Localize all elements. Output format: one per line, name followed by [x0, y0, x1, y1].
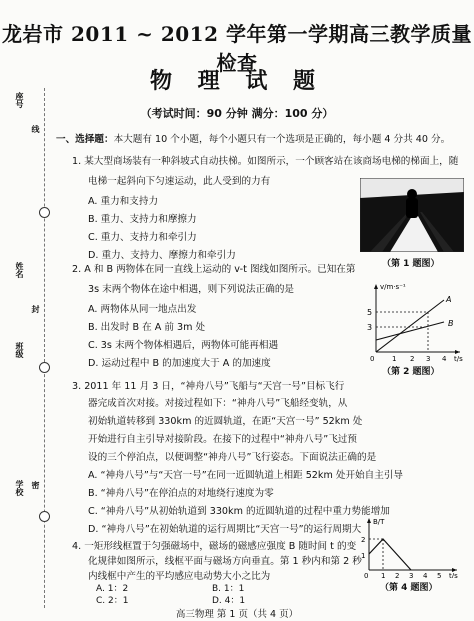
exam-title: 龙岩市 2011 ~ 2012 学年第一学期高三教学质量检查	[2, 22, 472, 75]
margin-feng: 封	[31, 305, 40, 313]
q3-stem-line: 设的三个停泊点，以便调整“神舟八号”飞行姿态。下面说法正确的是	[88, 452, 377, 463]
q2-y-label: v/m·s⁻¹	[380, 283, 406, 291]
q4-caption: （第 4 题图）	[380, 583, 438, 593]
q2-x-tick: 1	[392, 355, 397, 362]
section-heading-line	[56, 134, 450, 146]
q3-option-a: A. “神舟八号”与“天宫一号”在同一近圆轨道上相距 52km 处开始自主引导	[88, 470, 404, 481]
q3-stem-line: 初始轨道转移到 330km 的近圆轨道，在距“天宫一号” 52km 处	[88, 416, 363, 427]
q4-option-c: C. 2：1	[96, 596, 129, 606]
q2-stem-line1: 2. A 和 B 两物体在同一直线上运动的 v-t 图线如图所示。已知在第	[72, 264, 356, 275]
q2-label-b: B	[448, 319, 454, 328]
q4-option-b: B. 1：1	[212, 584, 245, 594]
q4-option-d: D. 4：1	[212, 596, 246, 606]
q2-option-c: C. 3s 末两个物体相遇后，两物体可能再相遇	[88, 340, 279, 351]
q1-option-c: C. 重力、支持力和牵引力	[88, 232, 197, 243]
q2-stem-line2: 3s 末两个物体在途中相遇，则下列说法正确的是	[88, 284, 295, 295]
margin-xian: 线	[31, 125, 40, 133]
q1-stem-line1: 1. 某大型商场装有一种斜坡式自动扶梯。如图所示，一个顾客站在该商场电梯的梯面上，随	[72, 156, 459, 167]
seat-no-label: 座号	[15, 92, 24, 108]
q1-option-b: B. 重力、支持力和摩擦力	[88, 214, 197, 225]
q2-option-d: D. 运动过程中 B 的加速度大于 A 的加速度	[88, 358, 271, 369]
school-label: 学校	[15, 480, 24, 496]
q4-stem-line1: 4. 一矩形线框置于匀强磁场中，磁场的磁感应强度 B 随时间 t 的变	[72, 541, 357, 552]
q2-option-a: A. 两物体从同一地点出发	[88, 304, 197, 315]
q4-x-tick: 3	[409, 572, 414, 578]
q3-stem-line: 3. 2011 年 11 月 3 日，“神舟八号”飞船与“天宫一号”目标飞行	[72, 381, 345, 392]
q1-stem-line2: 电梯一起斜向下匀速运动，此人受到的力有	[88, 176, 271, 187]
q2-line-b	[376, 322, 444, 340]
q2-x-tick: 0	[370, 355, 375, 362]
name-label: 姓名	[15, 262, 24, 278]
q4-y-tick: 1	[361, 552, 366, 560]
q4-stem-line3: 内线框中产生的平均感应电动势大小之比为	[88, 571, 271, 582]
q3-stem-line: 器完成首次对接。对接过程如下：“神舟八号”飞船经变轨，从	[88, 398, 348, 409]
q2-option-b: B. 出发时 B 在 A 前 3m 处	[88, 322, 206, 333]
q2-x-label: t/s	[454, 355, 463, 362]
q4-b-curve	[369, 539, 411, 570]
escalator-photo	[360, 178, 464, 252]
q2-caption: （第 2 题图）	[382, 367, 440, 377]
q2-vt-graph	[360, 280, 464, 362]
q2-x-tick: 3	[426, 355, 431, 362]
q1-caption: （第 1 题图）	[382, 259, 440, 269]
q4-stem-line2: 化规律如图所示，线框平面与磁场方向垂直。第 1 秒内和第 2 秒	[88, 556, 362, 567]
subject-title: 物 理 试 题	[150, 68, 324, 94]
q1-option-a: A. 重力和支持力	[88, 196, 159, 207]
q4-x-tick: 2	[395, 572, 400, 578]
section-instruction: 本大题有 10 个小题，每个小题只有一个选项是正确的，每小题 4 分共 40 分。	[113, 134, 451, 145]
q2-y-tick: 5	[367, 308, 373, 317]
binding-line	[44, 88, 45, 608]
margin-mi: 密	[31, 481, 40, 489]
q2-y-tick: 3	[367, 323, 373, 332]
section-heading: 一、选择题：	[56, 134, 114, 145]
binding-hole	[39, 207, 50, 218]
exam-info: （考试时间：90 分钟 满分：100 分）	[140, 107, 334, 120]
q1-option-d: D. 重力、支持力、摩擦力和牵引力	[88, 250, 236, 261]
q4-option-a: A. 1：2	[96, 584, 129, 594]
q2-x-tick: 4	[442, 355, 447, 362]
q3-option-b: B. “神舟八号”在停泊点的对地绕行速度为零	[88, 488, 274, 499]
q4-x-tick: 1	[381, 572, 386, 578]
class-label: 班级	[15, 342, 24, 358]
q4-x-tick: 4	[423, 572, 428, 578]
q3-option-d: D. “神舟八号”在初始轨道的运行周期比“天宫一号”的运行周期大	[88, 524, 362, 535]
q4-y-label: B/T	[373, 518, 385, 526]
q4-x-label: t/s	[449, 572, 458, 578]
q3-stem-line: 开始进行自主引导对接阶段。在接下的过程中“神舟八号”飞过预	[88, 434, 357, 445]
q4-bt-graph	[355, 516, 461, 578]
page-footer: 高三物理 第 1 页（共 4 页）	[175, 609, 299, 620]
q2-line-a	[376, 300, 444, 352]
q2-label-a: A	[446, 295, 452, 304]
q4-x-tick: 0	[364, 572, 369, 578]
q4-x-tick: 5	[437, 572, 442, 578]
binding-hole	[39, 511, 50, 522]
q3-option-c: C. “神舟八号”从初始轨道到 330km 的近圆轨道的过程中重力势能增加	[88, 506, 390, 517]
q4-y-tick: 2	[361, 536, 366, 544]
q2-x-tick: 2	[410, 355, 415, 362]
binding-hole	[39, 362, 50, 373]
